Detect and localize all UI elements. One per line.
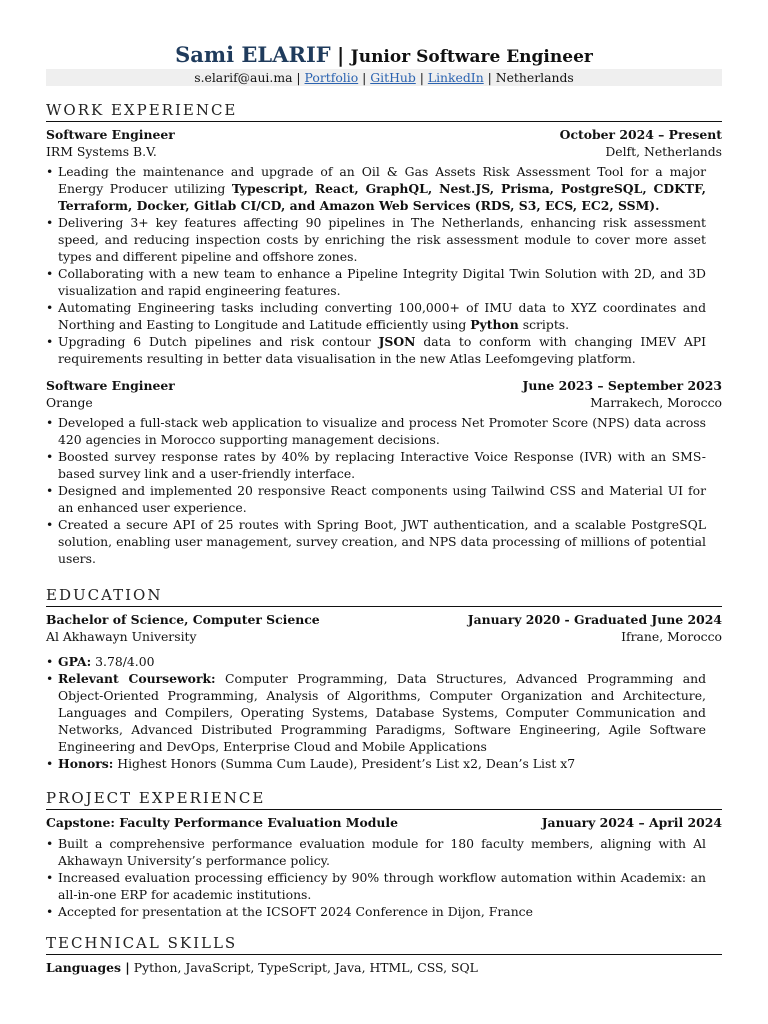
contact-location: Netherlands xyxy=(495,70,574,85)
bullet-item: • GPA: 3.78/4.00 xyxy=(58,653,706,670)
resume-header xyxy=(0,42,768,70)
bullet-item: • Built a comprehensive performance evaluation module for 180 faculty members, aligning with Al Akhawayn University’s performance policy. xyxy=(58,835,706,869)
bullet-item: • Boosted survey response rates by 40% by replacing Interactive Voice Response (IVR) with an SMS-based survey link and a user-friendly interface. xyxy=(58,448,706,482)
project-experience-section xyxy=(46,788,722,920)
work-experience-section xyxy=(46,100,722,567)
job-title: Software Engineer xyxy=(46,127,175,142)
skills-label: Languages | xyxy=(46,960,130,975)
bullet-item: • Developed a full-stack web application to visualize and process Net Promoter Score (NPS) data across 420 agencies in Morocco supporting management decisions. xyxy=(58,414,706,448)
education-section xyxy=(46,585,722,772)
candidate-name: Sami ELARIF xyxy=(175,42,331,67)
contact-divider: | xyxy=(358,70,371,85)
bullet-item: • Honors: Highest Honors (Summa Cum Laude), President’s List x2, Dean’s List x7 xyxy=(58,755,706,772)
skills-row xyxy=(46,960,722,977)
job-bullets xyxy=(46,163,722,367)
bullet-item: • Automating Engineering tasks including converting 100,000+ of IMU data to XYZ coordinates and Northing and Easting to Longitude and Latitude efficiently using Python scripts. xyxy=(58,299,706,333)
skills-list: Python, JavaScript, TypeScript, Java, HTML, CSS, SQL xyxy=(129,960,478,975)
job-entry xyxy=(46,378,722,567)
job-location: Marrakech, Morocco xyxy=(590,394,722,410)
bullet-item: • Leading the maintenance and upgrade of an Oil & Gas Assets Risk Assessment Tool for a major Energy Producer utilizing Typescript, React, GraphQL, Nest.JS, Prisma, PostgreSQL, CDKTF, Terraform, Docker, Gitlab CI/CD, and Amazon Web Services (RDS, S3, ECS, EC2, SSM). xyxy=(58,163,706,214)
company-name: IRM Systems B.V. xyxy=(46,143,157,159)
education-entry xyxy=(46,612,722,772)
portfolio-link[interactable]: Portfolio xyxy=(304,70,359,85)
education-dates: January 2020 - Graduated June 2024 xyxy=(467,612,722,627)
project-title: Capstone: Faculty Performance Evaluation Module xyxy=(46,815,399,830)
education-bullets xyxy=(46,653,722,772)
degree-title: Bachelor of Science, Computer Science xyxy=(46,612,320,627)
bullet-item: • Relevant Coursework: Computer Programming, Data Structures, Advanced Programming and Object-Oriented Programming, Analysis of Algorithms, Computer Organization and Architecture, Languages and Compilers, Operating Systems, Database Systems, Computer Communication and Networks, Advanced Distributed Programming Paradigms, Software Engineering, Agile Software Engineering and DevOps, Enterprise Cloud and Mobile Applications xyxy=(58,670,706,755)
bullet-item: • Designed and implemented 20 responsive React components using Tailwind CSS and Material UI for an enhanced user experience. xyxy=(58,482,706,516)
candidate-title: Junior Software Engineer xyxy=(350,47,593,67)
section-heading: TECHNICAL SKILLS xyxy=(46,933,722,955)
bullet-item: • Upgrading 6 Dutch pipelines and risk contour JSON data to conform with changing IMEV API requirements resulting in better data visualisation in the new Atlas Leefomgeving platform. xyxy=(58,333,706,367)
bullet-item: • Accepted for presentation at the ICSOFT 2024 Conference in Dijon, France xyxy=(58,903,706,920)
project-entry xyxy=(46,815,722,920)
bullet-item: • Delivering 3+ key features affecting 90 pipelines in The Netherlands, enhancing risk assessment speed, and reducing inspection costs by enriching the risk assessment module to cover more asset types and different pipeline and offshore zones. xyxy=(58,214,706,265)
school-location: Ifrane, Morocco xyxy=(621,628,722,644)
project-dates: January 2024 – April 2024 xyxy=(541,815,722,830)
contact-divider: | xyxy=(415,70,428,85)
job-title: Software Engineer xyxy=(46,378,175,393)
company-name: Orange xyxy=(46,394,93,410)
bullet-item: • Collaborating with a new team to enhance a Pipeline Integrity Digital Twin Solution with 2D, and 3D visualization and rapid engineering features. xyxy=(58,265,706,299)
bullet-item: • Created a secure API of 25 routes with Spring Boot, JWT authentication, and a scalable PostgreSQL solution, enabling user management, survey creation, and NPS data processing of millions of potential users. xyxy=(58,516,706,567)
section-heading: EDUCATION xyxy=(46,585,722,607)
section-heading: WORK EXPERIENCE xyxy=(46,100,722,122)
contact-bar xyxy=(46,69,722,86)
job-entry xyxy=(46,127,722,367)
github-link[interactable]: GitHub xyxy=(370,70,416,85)
technical-skills-section xyxy=(46,933,722,977)
school-name: Al Akhawayn University xyxy=(46,628,197,644)
name-line xyxy=(0,42,768,70)
job-dates: October 2024 – Present xyxy=(559,127,722,142)
job-dates: June 2023 – September 2023 xyxy=(522,378,722,393)
contact-email: s.elarif@aui.ma xyxy=(194,70,293,85)
contact-divider: | xyxy=(483,70,496,85)
section-heading: PROJECT EXPERIENCE xyxy=(46,788,722,810)
project-bullets xyxy=(46,835,722,920)
contact-divider: | xyxy=(292,70,305,85)
name-separator: | xyxy=(337,43,345,67)
bullet-item: • Increased evaluation processing efficiency by 90% through workflow automation within Academix: an all-in-one ERP for academic institutions. xyxy=(58,869,706,903)
linkedin-link[interactable]: LinkedIn xyxy=(427,70,484,85)
job-location: Delft, Netherlands xyxy=(605,143,722,159)
job-bullets xyxy=(46,414,722,567)
